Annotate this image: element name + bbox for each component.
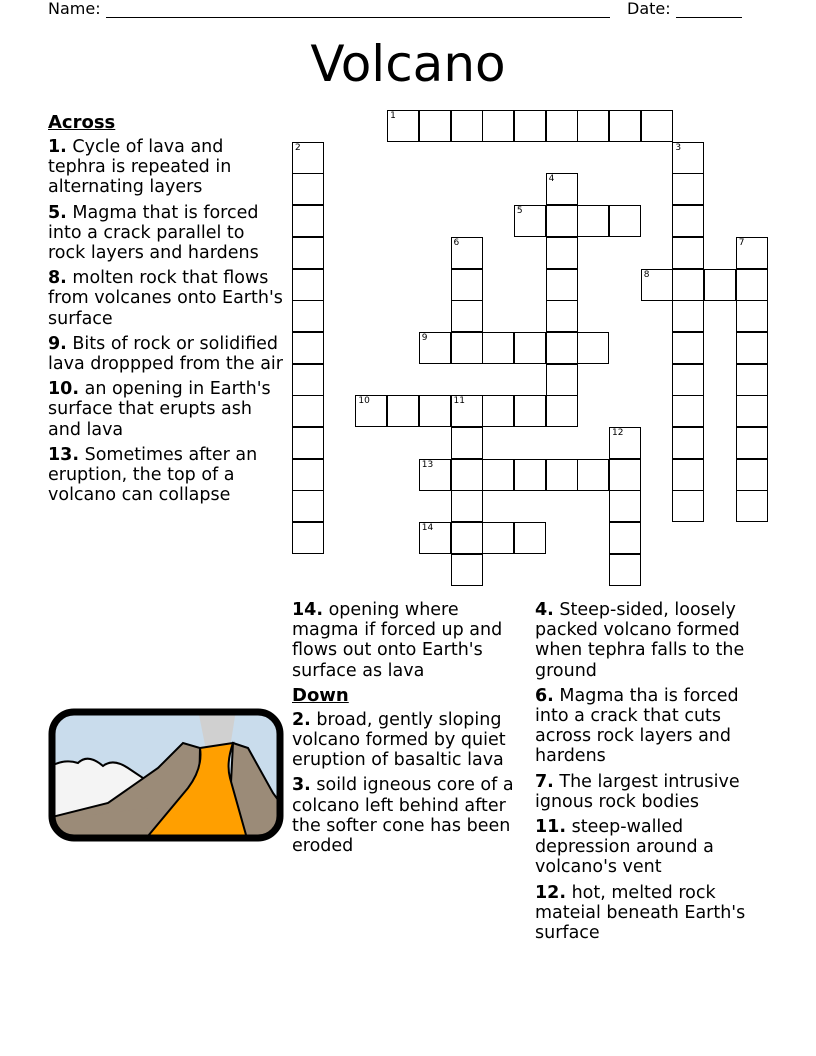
cell-number: 8 [643, 269, 650, 280]
grid-cell[interactable] [451, 554, 483, 586]
clue-down-11: 11. steep-walled depression around a volcano's vent [535, 817, 714, 878]
grid-cell[interactable] [672, 332, 704, 364]
cell-number: 10 [358, 396, 370, 407]
grid-cell[interactable] [546, 205, 578, 237]
grid-cell[interactable] [609, 554, 641, 586]
cell-number: 9 [421, 332, 428, 343]
name-line[interactable] [106, 3, 610, 18]
cell-number: 7 [738, 237, 745, 248]
clue-across-8: 8. molten rock that flows from volcanes onto Earth's surface [48, 268, 283, 329]
grid-cell[interactable] [451, 237, 483, 269]
grid-cell[interactable] [736, 459, 768, 491]
grid-cell[interactable] [736, 300, 768, 332]
grid-cell[interactable] [672, 395, 704, 427]
cell-number: 5 [516, 206, 523, 217]
grid-cell[interactable] [514, 110, 546, 142]
grid-cell[interactable] [292, 364, 324, 396]
clue-down-12: 12. hot, melted rock mateial beneath Earth's surface [535, 882, 746, 944]
grid-cell[interactable] [482, 332, 514, 364]
grid-cell[interactable] [546, 237, 578, 269]
grid-cell[interactable] [641, 110, 673, 142]
grid-cell[interactable] [577, 332, 609, 364]
grid-cell[interactable] [672, 364, 704, 396]
grid-cell[interactable] [577, 459, 609, 491]
grid-cell[interactable] [609, 459, 641, 491]
grid-cell[interactable] [482, 522, 514, 554]
grid-cell[interactable] [672, 427, 704, 459]
grid-cell[interactable] [292, 269, 324, 301]
grid-cell[interactable] [546, 110, 578, 142]
grid-cell[interactable] [387, 110, 419, 142]
grid-cell[interactable] [736, 332, 768, 364]
grid-cell[interactable] [451, 522, 483, 554]
grid-cell[interactable] [451, 459, 483, 491]
grid-cell[interactable] [292, 205, 324, 237]
grid-cell[interactable] [672, 459, 704, 491]
clue-down-6: 6. Magma tha is forced into a crack that cuts across rock layers and hardens [535, 685, 739, 767]
grid-cell[interactable] [514, 395, 546, 427]
grid-cell[interactable] [482, 395, 514, 427]
grid-cell[interactable] [672, 490, 704, 522]
grid-cell[interactable] [546, 173, 578, 205]
grid-cell[interactable] [292, 237, 324, 269]
across-heading: Across [48, 112, 116, 133]
grid-cell[interactable] [672, 173, 704, 205]
grid-cell[interactable] [292, 332, 324, 364]
clue-across-9: 9. Bits of rock or solidified lava droppped from the air [48, 333, 283, 375]
grid-cell[interactable] [672, 269, 704, 301]
grid-cell[interactable] [292, 173, 324, 205]
grid-cell[interactable] [546, 459, 578, 491]
clue-down-2: 2. broad, gently sloping volcano formed by quiet eruption of basaltic lava [292, 709, 506, 771]
grid-cell[interactable] [451, 332, 483, 364]
grid-cell[interactable] [514, 459, 546, 491]
volcano-illustration [48, 708, 284, 842]
grid-cell[interactable] [292, 395, 324, 427]
grid-cell[interactable] [546, 269, 578, 301]
grid-cell[interactable] [514, 522, 546, 554]
grid-cell[interactable] [292, 459, 324, 491]
cell-number: 14 [421, 523, 434, 534]
grid-cell[interactable] [609, 522, 641, 554]
grid-cell[interactable] [451, 269, 483, 301]
grid-cell[interactable] [672, 142, 704, 174]
grid-cell[interactable] [419, 110, 451, 142]
grid-cell[interactable] [704, 269, 736, 301]
grid-cell[interactable] [451, 427, 483, 459]
grid-cell[interactable] [419, 395, 451, 427]
grid-cell[interactable] [292, 142, 324, 174]
grid-cell[interactable] [514, 205, 546, 237]
grid-cell[interactable] [736, 364, 768, 396]
grid-cell[interactable] [672, 300, 704, 332]
grid-cell[interactable] [482, 110, 514, 142]
grid-cell[interactable] [514, 332, 546, 364]
cell-number: 2 [295, 142, 301, 153]
grid-cell[interactable] [292, 427, 324, 459]
clue-down-4: 4. Steep-sided, loosely packed volcano formed when tephra falls to the ground [535, 600, 745, 681]
grid-cell[interactable] [451, 110, 483, 142]
grid-cell[interactable] [736, 395, 768, 427]
grid-cell[interactable] [609, 427, 641, 459]
grid-cell[interactable] [641, 269, 673, 301]
grid-cell[interactable] [451, 490, 483, 522]
name-label: Name: [48, 0, 101, 18]
clue-down-7: 7. The largest intrusive ignous rock bodies [535, 771, 740, 812]
clue-down-3: 3. soild igneous core of a colcano left behind after the softer cone has been eroded [292, 775, 514, 857]
page-title: Volcano [310, 35, 506, 93]
cell-number: 4 [548, 174, 555, 185]
grid-cell[interactable] [451, 300, 483, 332]
grid-cell[interactable] [546, 300, 578, 332]
grid-cell[interactable] [419, 459, 451, 491]
grid-cell[interactable] [451, 395, 483, 427]
down-clues-right [535, 600, 771, 948]
grid-cell[interactable] [736, 490, 768, 522]
date-field [627, 0, 742, 18]
grid-cell[interactable] [419, 522, 451, 554]
grid-cell[interactable] [419, 332, 451, 364]
grid-cell[interactable] [292, 522, 324, 554]
grid-cell[interactable] [546, 332, 578, 364]
grid-cell[interactable] [292, 300, 324, 332]
cell-number: 6 [453, 237, 460, 248]
grid-cell[interactable] [482, 459, 514, 491]
grid-cell[interactable] [672, 237, 704, 269]
grid-cell[interactable] [609, 110, 641, 142]
grid-cell[interactable] [672, 205, 704, 237]
grid-cell[interactable] [546, 395, 578, 427]
grid-cell[interactable] [292, 490, 324, 522]
grid-cell[interactable] [609, 205, 641, 237]
date-label: Date: [627, 0, 671, 18]
grid-cell[interactable] [736, 237, 768, 269]
grid-cell[interactable] [609, 490, 641, 522]
down-heading: Down [292, 684, 349, 706]
cell-number: 11 [453, 396, 465, 407]
cell-number: 13 [421, 459, 434, 470]
grid-cell[interactable] [577, 110, 609, 142]
grid-cell[interactable] [577, 205, 609, 237]
date-line[interactable] [676, 3, 742, 18]
clue-across-13: 13. Sometimes after an eruption, the top of a volcano can collapse [48, 444, 258, 506]
cell-number: 12 [612, 428, 624, 438]
grid-cell[interactable] [355, 395, 387, 427]
cell-number: 1 [390, 111, 396, 121]
grid-cell[interactable] [387, 395, 419, 427]
grid-cell[interactable] [736, 269, 768, 301]
clue-across-10: 10. an opening in Earth's surface that erupts ash and lava [48, 379, 271, 440]
name-field [48, 0, 610, 18]
across-clues [48, 113, 284, 510]
cell-number: 3 [675, 142, 682, 153]
down-clues-left [292, 600, 528, 861]
grid-cell[interactable] [546, 364, 578, 396]
clue-across-14: 14. opening where magma if forced up and flows out onto Earth's surface as lava [292, 600, 503, 681]
clue-across-5: 5. Magma that is forced into a crack parallel to rock layers and hardens [48, 202, 259, 264]
clue-across-1: 1. Cycle of lava and tephra is repeated in alternating layers [48, 137, 232, 198]
grid-cell[interactable] [736, 427, 768, 459]
